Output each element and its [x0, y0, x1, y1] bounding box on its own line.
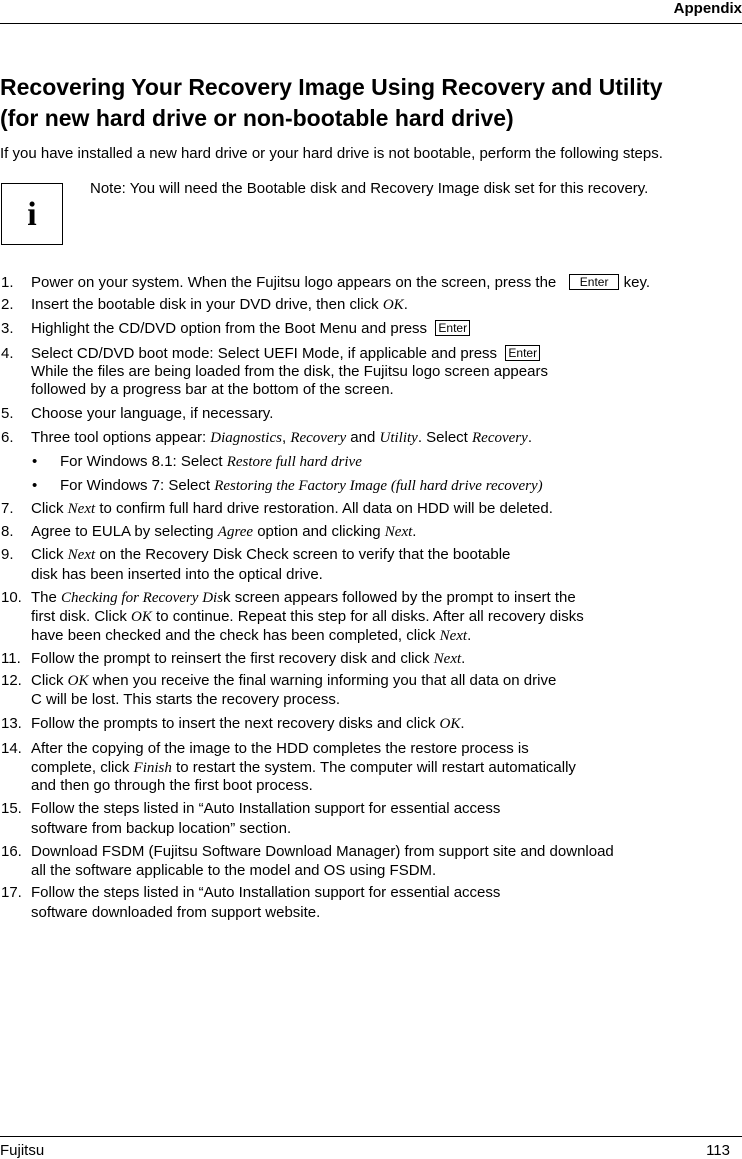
step-16: Download FSDM (Fujitsu Software Download Manager) from support site and download	[31, 843, 614, 860]
step-5: Choose your language, if necessary.	[31, 405, 274, 422]
step-17: Follow the steps listed in “Auto Installation support for essential access	[31, 884, 501, 901]
page-number: 113	[706, 1142, 730, 1159]
step-3: Highlight the CD/DVD option from the Boot Menu and press Enter	[31, 320, 470, 338]
bullet-item: For Windows 8.1: Select Restore full hard drive	[60, 453, 362, 470]
step-15: Follow the steps listed in “Auto Installation support for essential access	[31, 800, 501, 817]
step-6: Three tool options appear: Diagnostics, Recovery and Utility. Select Recovery.	[31, 429, 532, 446]
step-15-line: software from backup location” section.	[31, 820, 292, 837]
step-number: 4.	[1, 345, 14, 362]
bullet-mark: •	[32, 477, 38, 494]
step-1: Power on your system. When the Fujitsu logo appears on the screen, press the Enter key.	[31, 274, 651, 291]
step-number: 10.	[1, 589, 22, 606]
step-13: Follow the prompts to insert the next recovery disks and click OK.	[31, 715, 465, 732]
step-number: 5.	[1, 405, 14, 422]
step-number: 11.	[1, 650, 21, 667]
step-number: 3.	[1, 320, 14, 337]
bullet-item: For Windows 7: Select Restoring the Factory Image (full hard drive recovery)	[60, 477, 543, 494]
step-number: 1.	[1, 274, 14, 291]
bullet-mark: •	[32, 453, 38, 470]
intro-paragraph: If you have installed a new hard drive or your hard drive is not bootable, perform the following steps.	[0, 145, 663, 162]
step-10-line: first disk. Click OK to continue. Repeat this step for all disks. After all recovery disks	[31, 608, 584, 625]
step-14-line: and then go through the first boot process.	[31, 777, 313, 794]
step-11: Follow the prompt to reinsert the first recovery disk and click Next.	[31, 650, 466, 667]
header-rule	[0, 23, 742, 24]
step-number: 16.	[1, 843, 22, 860]
step-number: 15.	[1, 800, 22, 817]
step-10-line: have been checked and the check has been completed, click Next.	[31, 627, 472, 644]
step-4: Select CD/DVD boot mode: Select UEFI Mode, if applicable and press Enter	[31, 345, 540, 363]
step-12-line: C will be lost. This starts the recovery process.	[31, 691, 340, 708]
step-number: 8.	[1, 523, 14, 540]
step-number: 7.	[1, 500, 14, 517]
step-number: 12.	[1, 672, 22, 689]
footer-rule	[0, 1136, 742, 1137]
info-icon: i	[1, 183, 63, 245]
step-9-line: disk has been inserted into the optical drive.	[31, 566, 323, 583]
step-4-line: followed by a progress bar at the bottom of the screen.	[31, 381, 394, 398]
footer-brand: Fujitsu	[0, 1142, 45, 1159]
step-7: Click Next to confirm full hard drive restoration. All data on HDD will be deleted.	[31, 500, 553, 517]
enter-key: Enter	[435, 320, 470, 336]
running-header: Appendix	[673, 0, 742, 17]
step-16-line: all the software applicable to the model and OS using FSDM.	[31, 862, 437, 879]
step-12: Click OK when you receive the final warning informing you that all data on drive	[31, 672, 557, 689]
enter-key: Enter	[569, 274, 620, 290]
step-2: Insert the bootable disk in your DVD drive, then click OK.	[31, 296, 408, 313]
step-8: Agree to EULA by selecting Agree option and clicking Next.	[31, 523, 417, 540]
step-number: 6.	[1, 429, 14, 446]
enter-key: Enter	[505, 345, 540, 361]
step-number: 2.	[1, 296, 14, 313]
step-number: 9.	[1, 546, 14, 563]
page-title: Recovering Your Recovery Image Using Recovery and Utility (for new hard drive or non-bootable hard drive)	[0, 74, 663, 131]
step-4-line: While the files are being loaded from the disk, the Fujitsu logo screen appears	[31, 363, 548, 380]
step-10: The Checking for Recovery Disk screen appears followed by the prompt to insert the	[31, 589, 576, 606]
note-text: Note: You will need the Bootable disk and Recovery Image disk set for this recovery.	[90, 180, 649, 197]
step-9: Click Next on the Recovery Disk Check screen to verify that the bootable	[31, 546, 511, 563]
step-14: After the copying of the image to the HDD completes the restore process is	[31, 740, 529, 757]
step-number: 17.	[1, 884, 22, 901]
step-number: 13.	[1, 715, 22, 732]
step-14-line: complete, click Finish to restart the system. The computer will restart automatically	[31, 759, 576, 776]
step-17-line: software downloaded from support website.	[31, 904, 321, 921]
step-number: 14.	[1, 740, 22, 757]
